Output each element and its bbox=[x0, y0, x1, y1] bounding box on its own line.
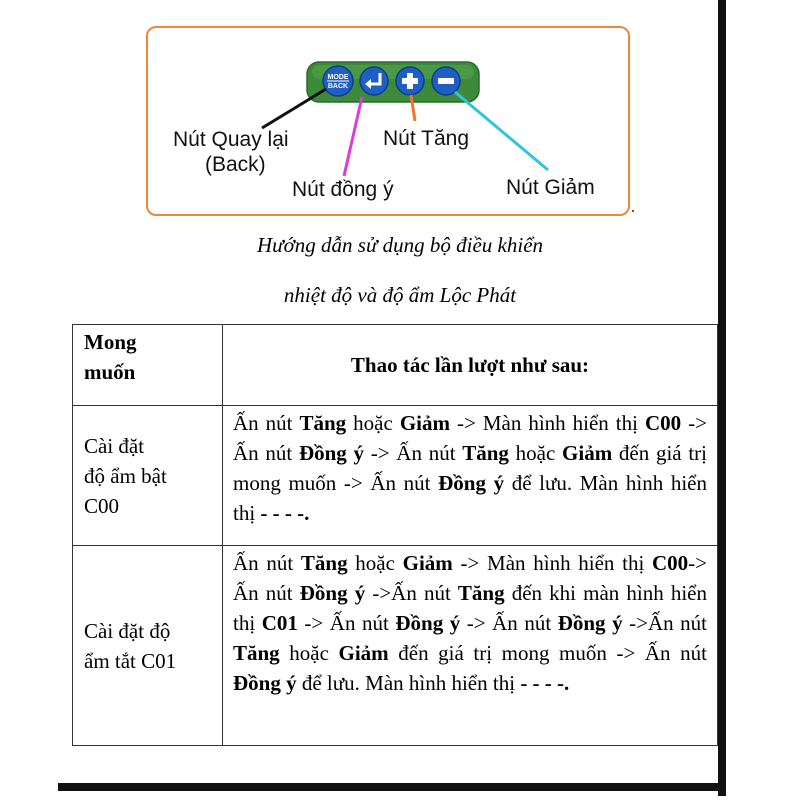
table-row bbox=[73, 546, 718, 746]
mode-back-button bbox=[323, 66, 353, 96]
plus-button bbox=[396, 67, 424, 95]
table-row bbox=[73, 406, 718, 546]
controller-diagram bbox=[0, 0, 800, 240]
row-1-steps: Ấn nút Tăng hoặc Giảm -> Màn hình hiển thị C00 -> Ấn nút Đồng ý -> Ấn nút Tăng hoặc Giảm đến giá trị mong muốn -> Ấn nút Đồng ý để lưu. Màn hình hiển thị - - - -. bbox=[223, 406, 718, 546]
instruction-table bbox=[72, 324, 718, 746]
mode-label: MODE bbox=[327, 74, 349, 81]
caption-line-2: nhiệt độ và độ ẩm Lộc Phát bbox=[283, 283, 517, 307]
ok-button-label: Nút đồng ý bbox=[292, 178, 394, 201]
down-button-label: Nút Giảm bbox=[506, 176, 595, 199]
table-header-row bbox=[73, 325, 718, 406]
row-2-goal: Cài đặt độ ẩm tắt C01 bbox=[73, 546, 223, 746]
back-label: BACK bbox=[327, 83, 349, 90]
minus-icon bbox=[438, 78, 454, 84]
caption-line-1: Hướng dẫn sử dụng bộ điều khiển bbox=[256, 233, 544, 257]
up-button-label: Nút Tăng bbox=[383, 127, 469, 150]
row-1-goal: Cài đặt độ ẩm bật C00 bbox=[73, 406, 223, 546]
minus-button bbox=[432, 67, 460, 95]
back-leader-line bbox=[262, 89, 326, 128]
header-col-goal: Mong muốn bbox=[73, 325, 223, 406]
enter-button bbox=[360, 67, 388, 95]
back-button-label-en: (Back) bbox=[205, 153, 266, 176]
ok-leader-line bbox=[344, 97, 362, 176]
page-border-bottom bbox=[58, 783, 726, 791]
row-2-steps: Ấn nút Tăng hoặc Giảm -> Màn hình hiển thị C00-> Ấn nút Đồng ý ->Ấn nút Tăng đến khi màn hình hiển thị C01 -> Ấn nút Đồng ý -> Ấn nút Đồng ý ->Ấn nút Tăng hoặc Giảm đến giá trị mong muốn -> Ấn nút Đồng ý để lưu. Màn hình hiển thị - - - -. bbox=[223, 546, 718, 746]
back-button-label: Nút Quay lại bbox=[173, 128, 289, 151]
header-col-steps: Thao tác lần lượt như sau: bbox=[223, 325, 718, 406]
